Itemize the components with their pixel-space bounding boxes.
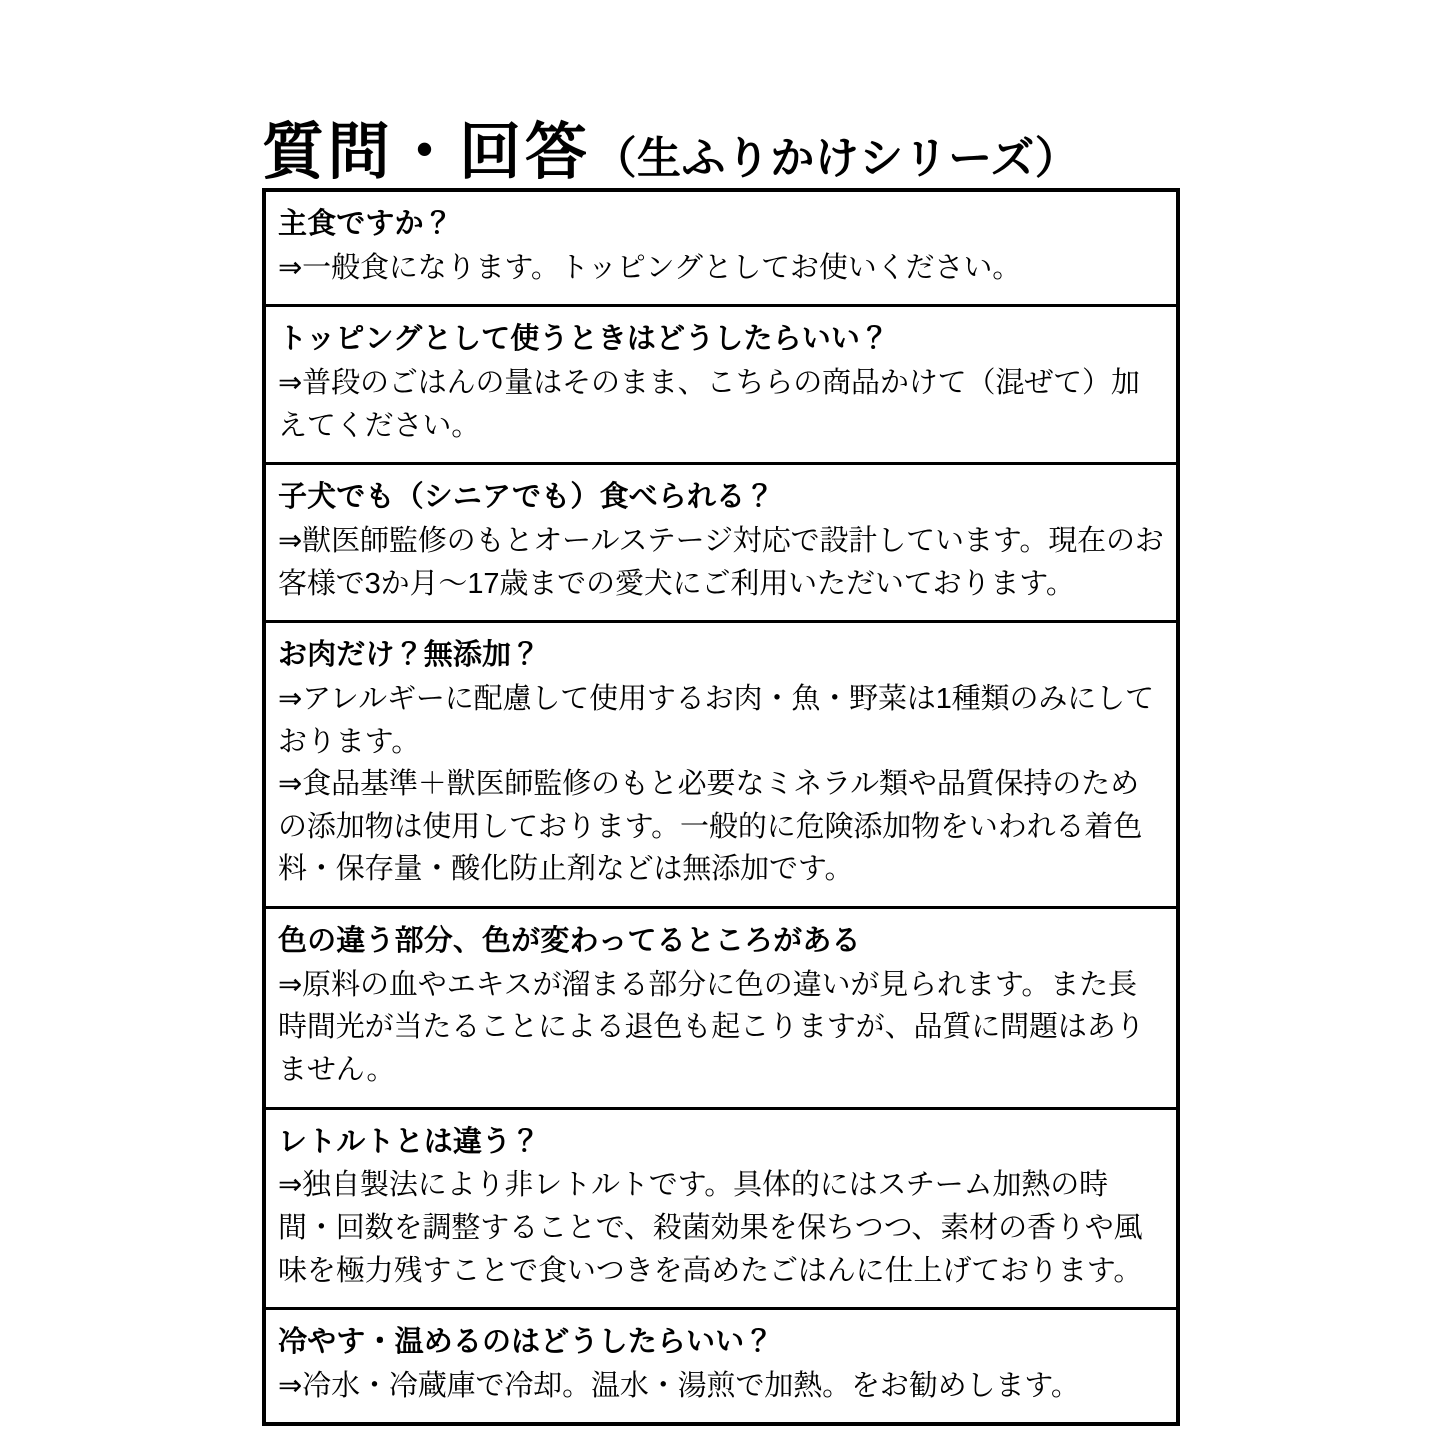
faq-row	[266, 192, 1176, 307]
faq-question: 子犬でも（シニアでも）食べられる？	[278, 479, 775, 514]
faq-row	[266, 1310, 1176, 1422]
faq-answer: ⇒獣医師監修のもとオールステージ対応で設計しています。現在のお客様で3か月～17歳までの愛犬にご利用いただいております。	[278, 524, 1164, 600]
faq-question: トッピングとして使うときはどうしたらいい？	[278, 321, 890, 356]
page-title-main: 質問・回答	[262, 115, 591, 188]
page-title	[262, 103, 1182, 188]
faq-question: レトルトとは違う？	[278, 1123, 541, 1158]
faq-answer: ⇒原料の血やエキスが溜まる部分に色の違いが見られます。また長時間光が当たることによる退色も起こりますが、品質に問題はありません。	[278, 968, 1145, 1086]
faq-answer: ⇒食品基準＋獣医師監修のもと必要なミネラル類や品質保持のための添加物は使用しております。一般的に危険添加物をいわれる着色料・保存量・酸化防止剤などは無添加です。	[278, 768, 1143, 886]
page-title-subtitle: （生ふりかけシリーズ）	[592, 133, 1080, 184]
faq-row	[266, 465, 1176, 623]
faq-row	[266, 623, 1176, 909]
faq-row	[266, 1110, 1176, 1311]
faq-answer: ⇒アレルギーに配慮して使用するお肉・魚・野菜は1種類のみにしております。	[278, 682, 1154, 758]
faq-table	[262, 188, 1180, 1426]
faq-question: 冷やす・温めるのはどうしたらいい？	[278, 1324, 774, 1359]
faq-question: 色の違う部分、色が変わってるところがある	[278, 923, 861, 957]
faq-answer: ⇒冷水・冷蔵庫で冷却。温水・湯煎で加熱。をお勧めします。	[278, 1369, 1080, 1402]
faq-question: 主食ですか？	[278, 206, 453, 240]
faq-row	[266, 307, 1176, 465]
faq-question: お肉だけ？無添加？	[278, 637, 541, 672]
faq-answer: ⇒独自製法により非レトルトです。具体的にはスチーム加熱の時間・回数を調整することで、殺菌効果を保ちつつ、素材の香りや風味を極力残すことで食いつきを高めたごはんに仕上げております。	[278, 1169, 1143, 1287]
faq-row	[266, 909, 1176, 1110]
faq-answer: ⇒一般食になります。トッピングとしてお使いください。	[278, 251, 1022, 284]
faq-answer: ⇒普段のごはんの量はそのまま、こちらの商品かけて（混ぜて）加えてください。	[278, 367, 1140, 442]
